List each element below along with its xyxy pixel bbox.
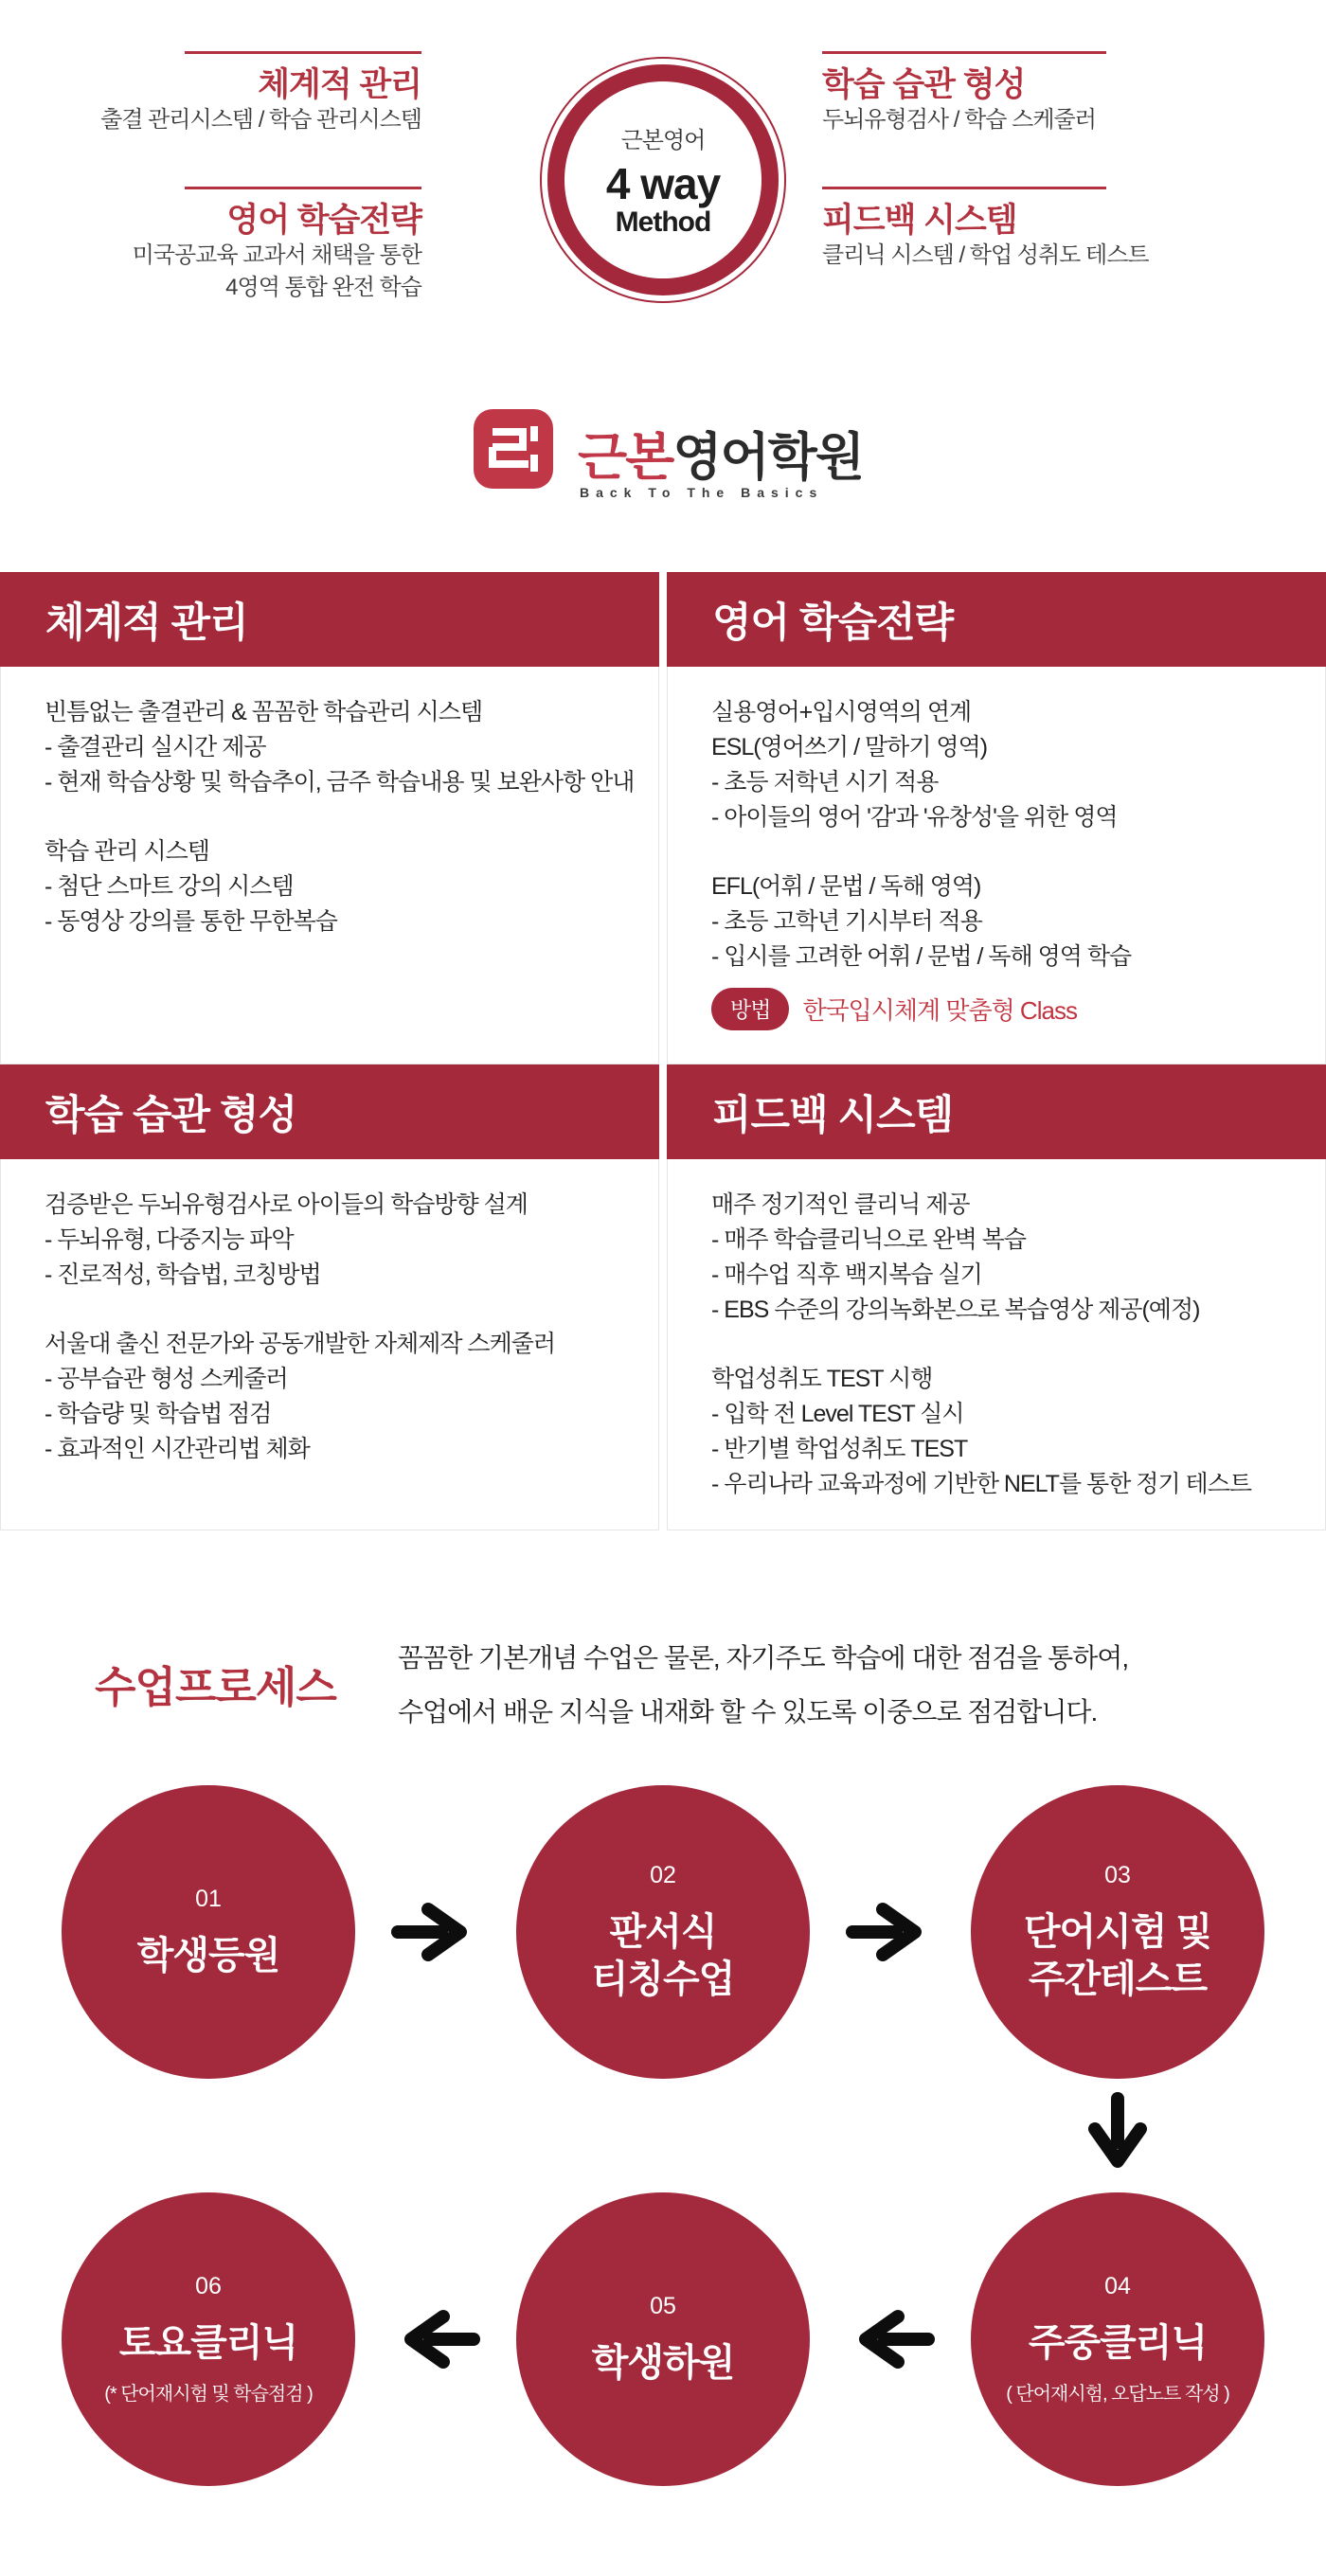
logo-name-red: 근본 [578,429,673,486]
divider-line [822,51,1106,54]
feature-title-habit: 학습 습관 형성 [822,66,1026,103]
step-label-line: 주중클리닉 [1028,2322,1208,2364]
step-label [1029,2319,1207,2367]
process-description [398,1631,1128,1739]
feature-desc-feedback: 클리닉 시스템 / 학업 성취도 테스트 [822,242,1149,268]
group-heading: 빈틈없는 출결관리 & 꼼꼼한 학습관리 시스템 [45,699,483,725]
group-item: - 현재 학습상황 및 학습추이, 금주 학습내용 및 보완사항 안내 [45,769,635,796]
step-label-line: 티칭수업 [591,1958,735,2000]
step-label-line: 학생하원 [591,2341,735,2384]
method-circle-line2: Method [615,206,711,238]
step-number: 03 [1104,1861,1131,1888]
feature-title-management: 체계적 관리 [258,66,421,103]
method-circle-brand: 근본영어 [620,127,706,153]
step-number: 02 [650,1861,676,1888]
section-header-strategy [667,572,1326,667]
group-heading: 매주 정기적인 클리닉 제공 [711,1191,970,1218]
group-item: - 매주 학습클리닉으로 완벽 복습 [711,1226,1027,1253]
content-group [711,1362,1316,1502]
content-group [45,1327,649,1467]
group-item: - 진로적성, 학습법, 코칭방법 [45,1261,321,1288]
method-badge-row [711,988,1316,1030]
section-header-feedback [667,1064,1326,1159]
logo-name-dark: 영어학원 [672,429,863,486]
step-label-line: 토요클리닉 [118,2322,298,2364]
group-item: - 출결관리 실시간 제공 [45,734,266,760]
step-sub-label: (* 단어재시험 및 학습점검 ) [104,2384,313,2405]
group-heading: ESL(영어쓰기 / 말하기 영역) [711,734,988,760]
section-title: 학습 습관 형성 [45,1092,297,1138]
arrow-right-icon [390,1900,481,1964]
process-step-04 [971,2192,1264,2486]
section-content-habit [0,1159,659,1530]
group-item: - 효과적인 시간관리법 체화 [45,1436,310,1462]
process-title: 수업프로세스 [95,1663,336,1711]
feature-desc-management: 출결 관리시스템 / 학습 관리시스템 [100,107,421,133]
section-content-systematic [0,667,659,1064]
section-header-systematic [0,572,659,667]
logo-mark-icon [474,409,553,489]
process-step-03 [971,1785,1264,2079]
process-step-02 [516,1785,810,2079]
content-group [45,695,649,800]
group-item: - 입시를 고려한 어휘 / 문법 / 독해 영역 학습 [711,943,1132,970]
method-badge-text: 한국입시체계 맞춤형 Class [802,996,1077,1025]
section-title: 체계적 관리 [45,599,248,646]
group-heading: 서울대 출신 전문가와 공동개발한 자체제작 스케줄러 [45,1331,556,1357]
section-title: 피드백 시스템 [712,1092,954,1138]
group-item: - 동영상 강의를 통한 무한복습 [45,908,337,935]
logo-name [578,417,863,490]
section-title: 영어 학습전략 [712,599,954,646]
step-number: 01 [195,1885,222,1912]
step-label [137,1932,280,1979]
group-item: - 입학 전 Level TEST 실시 [711,1401,964,1427]
divider-line [185,51,421,54]
process-step-05 [516,2192,810,2486]
group-item: - 초등 고학년 기시부터 적용 [711,908,982,935]
section-content-strategy [667,667,1326,1064]
arrow-left-icon [845,2307,936,2371]
section-header-habit [0,1064,659,1159]
group-item: - EBS 수준의 강의녹화본으로 복습영상 제공(예정) [711,1297,1200,1323]
content-group [45,834,649,939]
group-heading: EFL(어휘 / 문법 / 독해 영역) [711,873,981,900]
group-item: - 첨단 스마트 강의 시스템 [45,873,294,900]
group-item: - 반기별 학업성취도 TEST [711,1436,968,1462]
step-label-line: 판서식 [609,1910,717,1953]
group-item: - 공부습관 형성 스케줄러 [45,1366,288,1392]
step-label [119,2319,297,2367]
divider-line [822,187,1106,189]
feature-title-strategy: 영어 학습전략 [226,202,421,239]
arrow-right-icon [845,1900,936,1964]
content-group [711,1188,1316,1328]
group-heading: 학습 관리 시스템 [45,838,209,865]
feature-title-feedback: 피드백 시스템 [822,202,1017,239]
step-label [1024,1908,1211,2003]
process-desc-line1: 꼼꼼한 기본개념 수업은 물론, 자기주도 학습에 대한 점검을 통하여, [398,1643,1129,1673]
feature-desc-strategy-line1: 미국공교육 교과서 채택을 통한 [132,242,421,268]
group-heading: 검증받은 두뇌유형검사로 아이들의 학습방향 설계 [45,1191,528,1218]
content-group [711,869,1316,975]
group-item: - 우리나라 교육과정에 기반한 NELT를 통한 정기 테스트 [711,1471,1251,1497]
group-item: - 아이들의 영어 '감'과 '유창성'을 위한 영역 [711,804,1118,831]
method-badge: 방법 [711,988,789,1030]
group-item: - 초등 저학년 시기 적용 [711,769,939,796]
logo-tagline: Back To The Basics [580,485,824,500]
step-number: 04 [1104,2273,1131,2299]
group-item: - 매수업 직후 백지복습 실기 [711,1261,982,1288]
lead-text: 실용영어+입시영역의 연계 [711,699,972,725]
content-group [45,1188,649,1293]
arrow-left-icon [390,2307,481,2371]
step-label [592,1908,735,2003]
method-circle-line1: 4 way [605,158,721,208]
group-heading: 학업성취도 TEST 시행 [711,1366,933,1392]
step-label-line: 단어시험 및 [1023,1910,1212,1953]
arrow-down-icon [1085,2091,1150,2182]
step-label-line: 주간테스트 [1028,1958,1208,2000]
content-group [711,730,1316,835]
group-item: - 두뇌유형, 다중지능 파악 [45,1226,294,1253]
divider-line [185,187,421,189]
feature-desc-habit: 두뇌유형검사 / 학습 스케줄러 [822,107,1096,133]
process-step-06 [62,2192,355,2486]
process-desc-line2: 수업에서 배운 지식을 내재화 할 수 있도록 이중으로 점검합니다. [398,1697,1098,1726]
section-content-feedback [667,1159,1326,1530]
process-step-01 [62,1785,355,2079]
step-label [592,2339,735,2387]
feature-desc-strategy-line2: 4영역 통합 완전 학습 [225,275,421,300]
method-circle [547,64,779,295]
step-label-line: 학생등원 [136,1934,280,1977]
group-item: - 학습량 및 학습법 점검 [45,1401,272,1427]
step-number: 05 [650,2292,676,2319]
step-number: 06 [195,2273,222,2299]
step-sub-label: ( 단어재시험, 오답노트 작성 ) [1006,2384,1229,2405]
